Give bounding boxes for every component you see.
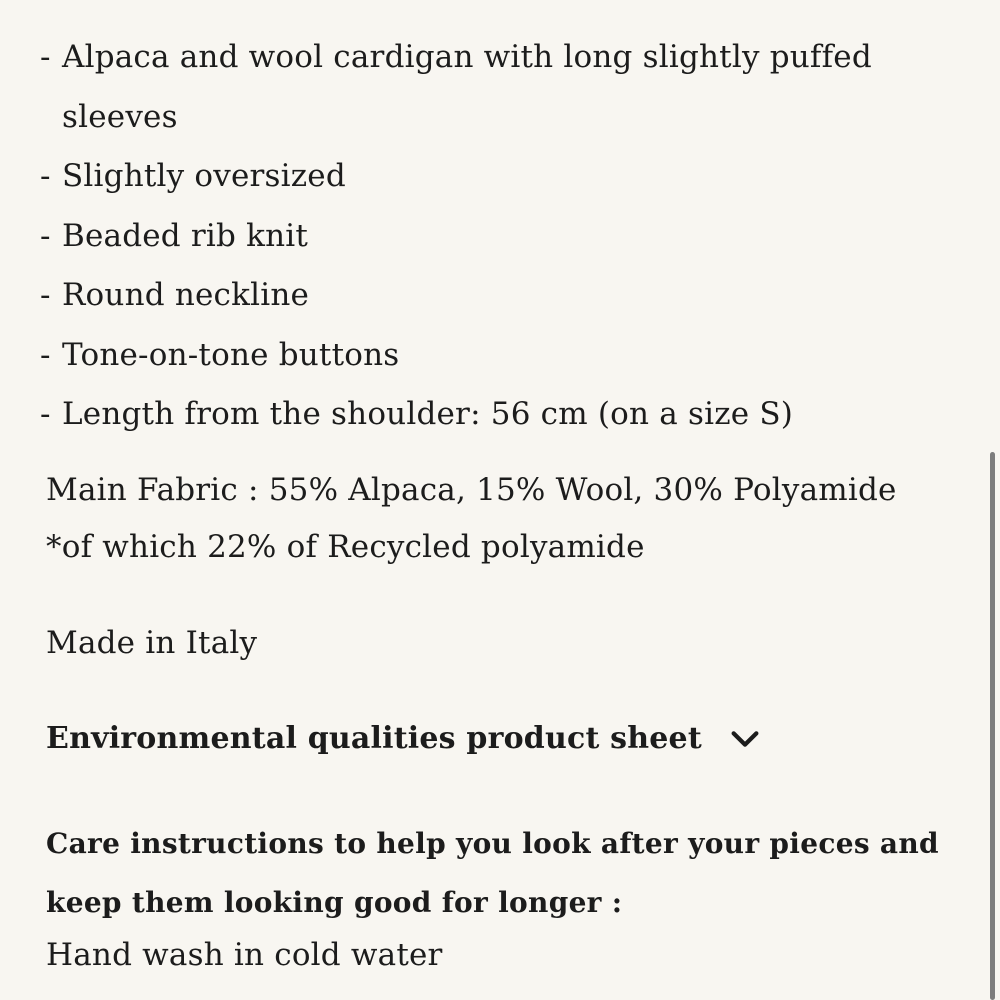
care-title: Care instructions to help you look after your pieces and keep them looking good for longer : — [46, 827, 939, 919]
feature-text: Beaded rib knit — [62, 217, 309, 254]
care-item: Hand wash in cold water — [46, 937, 443, 973]
main-fabric-text: Main Fabric : 55% Alpaca, 15% Wool, 30% Polyamide — [46, 472, 897, 508]
chevron-down-icon — [728, 722, 762, 756]
feature-item — [40, 326, 970, 386]
bullet-marker: - — [40, 277, 51, 313]
environmental-sheet-toggle[interactable] — [46, 713, 762, 765]
feature-text: Length from the shoulder: 56 cm (on a size S) — [62, 396, 794, 432]
feature-text: Round neckline — [62, 277, 310, 313]
feature-list — [40, 28, 970, 445]
bullet-marker: - — [40, 158, 51, 194]
feature-text: Tone-on-tone buttons — [62, 336, 400, 373]
origin-text: Made in Italy — [46, 625, 258, 661]
feature-item — [40, 28, 970, 147]
scrollbar[interactable] — [990, 452, 995, 1000]
bullet-marker: - — [40, 39, 51, 75]
feature-item — [40, 207, 970, 267]
bullet-marker: - — [40, 336, 51, 373]
fabric-composition — [46, 462, 966, 576]
recycled-note: *of which 22% of Recycled polyamide — [46, 529, 645, 565]
feature-item — [40, 385, 970, 445]
feature-text: Alpaca and wool cardigan with long slightly puffed sleeves — [62, 39, 872, 135]
feature-item — [40, 147, 970, 207]
bullet-marker: - — [40, 396, 51, 432]
feature-item — [40, 266, 970, 326]
care-instructions — [46, 814, 966, 979]
environmental-sheet-label: Environmental qualities product sheet — [46, 721, 702, 756]
feature-text: Slightly oversized — [62, 158, 346, 194]
bullet-marker: - — [40, 217, 51, 254]
